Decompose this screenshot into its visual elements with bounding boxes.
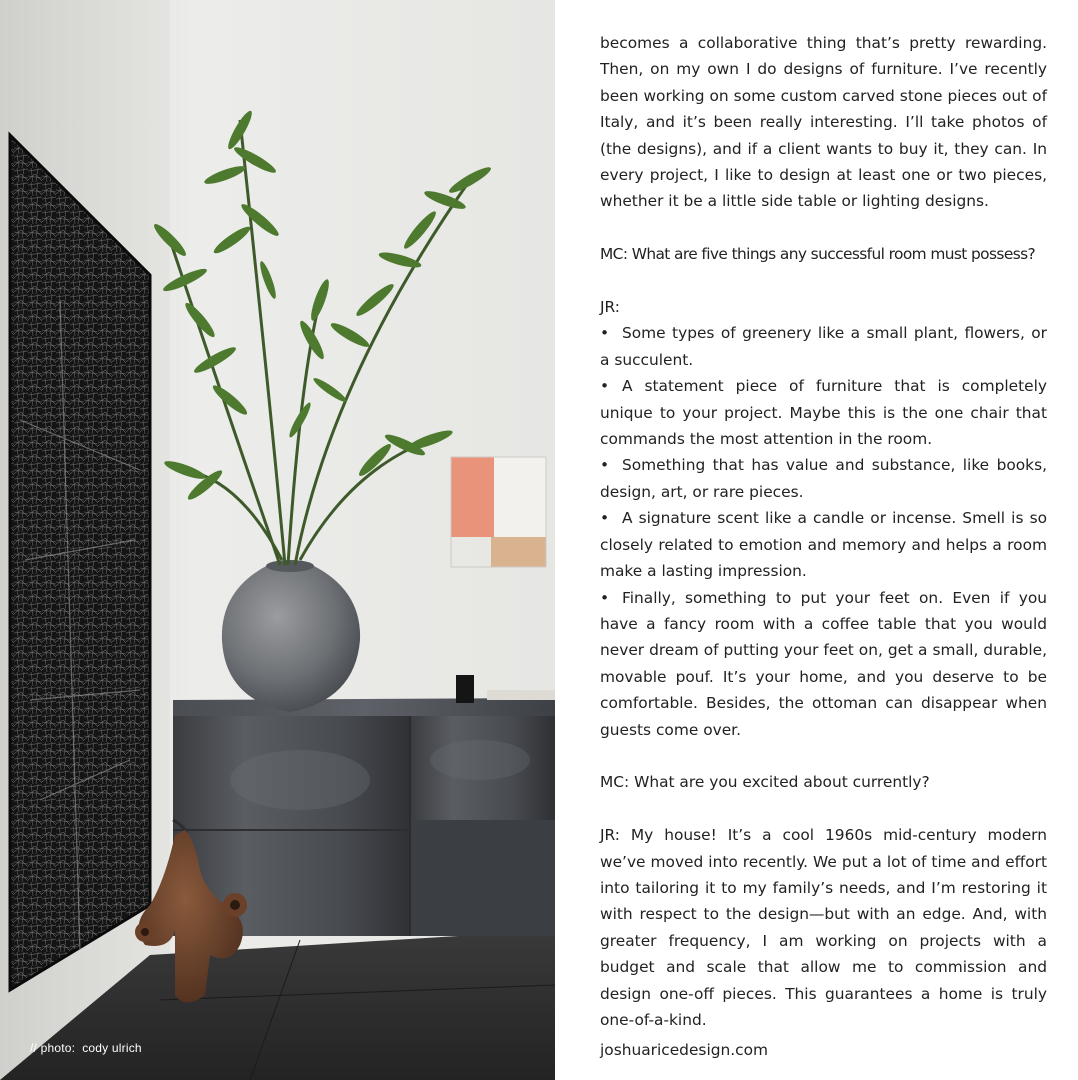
paragraph-gap xyxy=(600,743,1047,769)
question-five-things: MC: What are five things any successful room must possess? xyxy=(600,245,1036,264)
paragraph-gap xyxy=(600,215,1047,241)
candle xyxy=(456,675,474,703)
paragraph-gap xyxy=(600,796,1047,822)
five-things-list xyxy=(600,320,1047,743)
bullet-icon: • xyxy=(600,588,610,607)
bullet-icon: • xyxy=(600,377,610,396)
answer-label: JR: xyxy=(600,298,620,317)
list-item: • Something that has value and substance, like books, design, art, or rare pieces. xyxy=(600,452,1047,505)
answer-excited: JR: My house! It’s a cool 1960s mid-century modern we’ve moved into recently. We put a lot of time and effort into tailoring it to my family’s needs, and I’m restoring it with respect to the design—but with an edge. And, with greater frequency, I am working on projects with a budget and scale that allow me to commission and design one-off pieces. This guarantees a home is truly one-of-a-kind. xyxy=(600,826,1047,1029)
intro-paragraph: becomes a collaborative thing that’s pretty rewarding. Then, on my own I do designs of furniture. I’ve recently been working on some custom carved stone pieces out of Italy, and it’s been really interesting. I’ll take photos of (the designs), and if a client wants to buy it, they can. In every project, I like to design at least one or two pieces, whether it be a little side table or lighting designs. xyxy=(600,34,1047,211)
list-item: • Some types of greenery like a small plant, flowers, or a succulent. xyxy=(600,320,1047,373)
bullet-icon: • xyxy=(600,509,610,528)
bullet-icon: • xyxy=(600,324,610,343)
paragraph-gap xyxy=(600,268,1047,294)
photo-credit: // photo: cody ulrich xyxy=(30,1041,142,1055)
question-excited: MC: What are you excited about currently? xyxy=(600,773,930,792)
list-item: • A signature scent like a candle or incense. Smell is so closely related to emotion and memory and helps a room make a lasting impression. xyxy=(600,505,1047,584)
black-artwork xyxy=(10,135,150,990)
bullet-icon: • xyxy=(600,456,610,475)
interview-article xyxy=(600,30,1047,1033)
list-item: • A statement piece of furniture that is completely unique to your project. Maybe this is the one chair that commands the most attention in the room. xyxy=(600,373,1047,452)
website-link[interactable]: joshuaricedesign.com xyxy=(600,1041,769,1059)
list-item: • Finally, something to put your feet on. Even if you have a fancy room with a coffee table that you would never dream of putting your feet on, get a small, durable, movable pouf. It’s your home, and you deserve to be comfortable. Besides, the ottoman can disappear when guests come over. xyxy=(600,585,1047,743)
tray xyxy=(487,690,555,700)
